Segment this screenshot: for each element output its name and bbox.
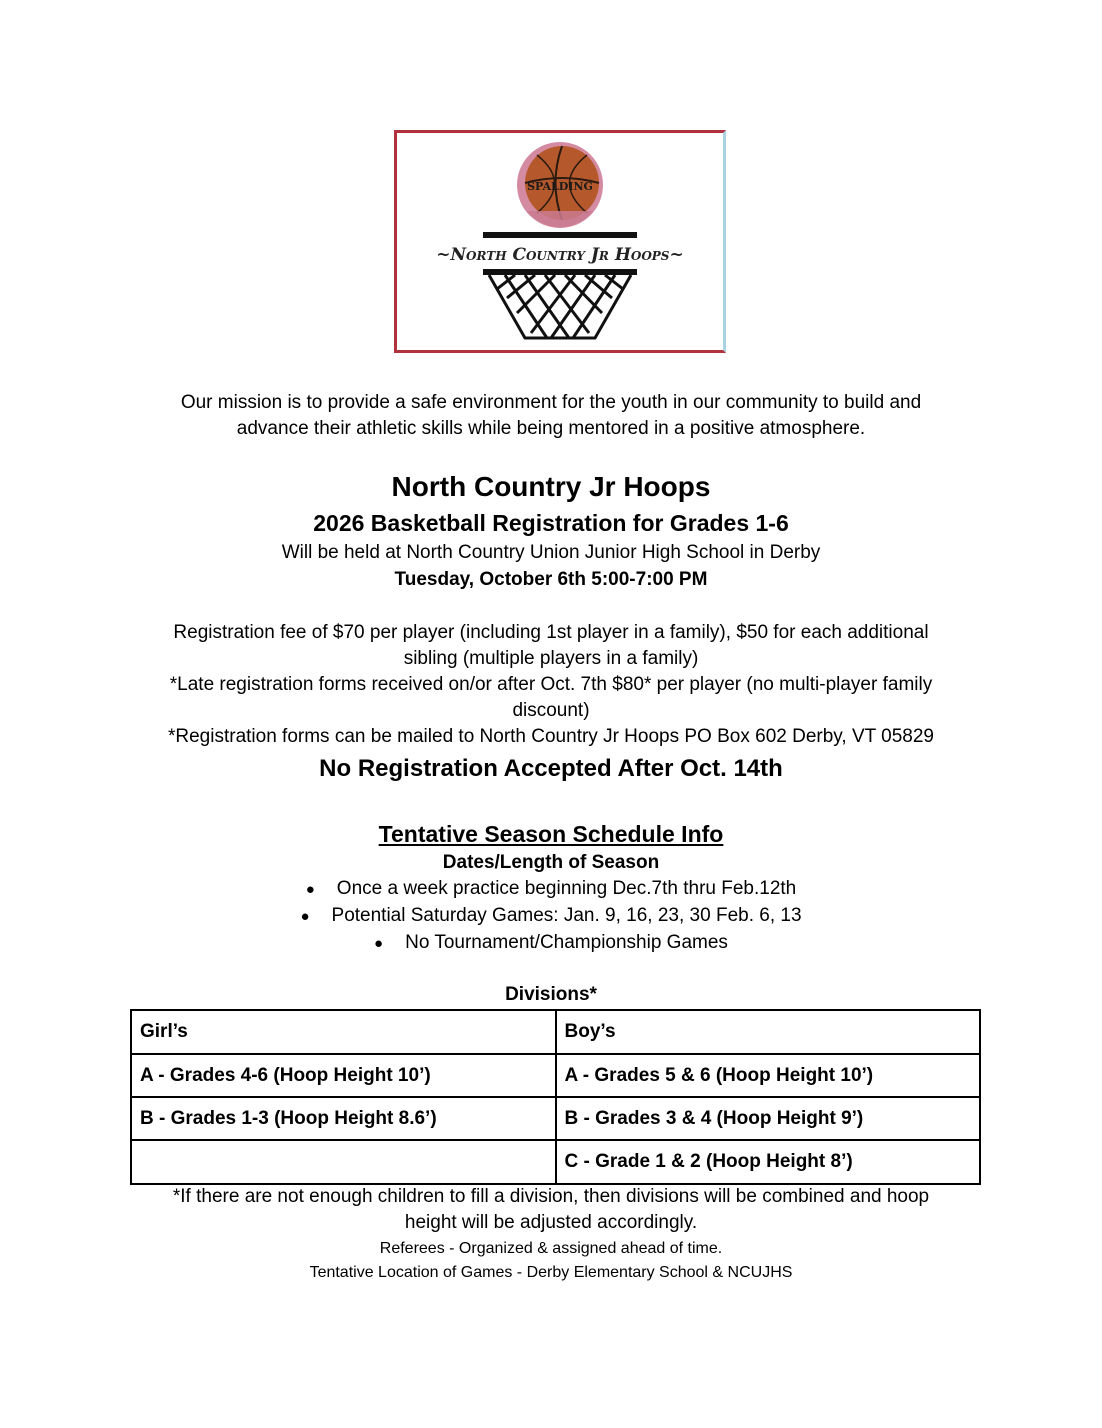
logo-banner-text: ~North Country Jr Hoops~: [436, 245, 684, 265]
games-location-note: Tentative Location of Games - Derby Elementary School & NCUJHS: [309, 1264, 793, 1281]
schedule-title: Tentative Season Schedule Info: [378, 821, 724, 847]
list-item: ● Once a week practice beginning Dec.7th thru Feb.12th: [0, 876, 1102, 903]
table-cell: C - Grade 1 & 2 (Hoop Height 8’): [556, 1140, 981, 1184]
mission-line: advance their athletic skills while being mentored in a positive atmosphere.: [236, 418, 866, 439]
mission-statement: [0, 390, 1102, 442]
table-cell: B - Grades 3 & 4 (Hoop Height 9’): [556, 1097, 981, 1140]
ball-brand-text: SPALDING: [527, 180, 593, 193]
bullet-icon: ●: [300, 908, 310, 925]
fee-line: Registration fee of $70 per player (including 1st player in a family), $50 for each additional: [173, 622, 929, 643]
event-datetime: Tuesday, October 6th 5:00-7:00 PM: [394, 569, 708, 590]
divisions-table: [130, 1009, 981, 1185]
table-header-cell: Boy’s: [556, 1010, 981, 1054]
table-header-cell: Girl’s: [131, 1010, 556, 1054]
page-title: North Country Jr Hoops: [391, 471, 711, 502]
bullet-icon: ●: [305, 881, 315, 898]
hoop-net-icon: [483, 269, 637, 338]
fee-line: *Registration forms can be mailed to North Country Jr Hoops PO Box 602 Derby, VT 05829: [168, 726, 934, 747]
table-header-row: [131, 1010, 980, 1054]
table-cell: B - Grades 1-3 (Hoop Height 8.6’): [131, 1097, 556, 1140]
table-cell: A - Grades 4-6 (Hoop Height 10’): [131, 1054, 556, 1097]
table-row: [131, 1097, 980, 1140]
logo-graphic: [397, 133, 723, 350]
mission-line: Our mission is to provide a safe environment for the youth in our community to build and: [180, 392, 922, 413]
schedule-list: [0, 876, 1102, 957]
table-cell: [131, 1140, 556, 1184]
referees-note: Referees - Organized & assigned ahead of time.: [379, 1240, 723, 1257]
list-item: ● Potential Saturday Games: Jan. 9, 16, 23, 30 Feb. 6, 13: [0, 903, 1102, 930]
fee-line: *Late registration forms received on/or after Oct. 7th $80* per player (no multi-player family: [169, 674, 933, 695]
bullet-icon: ●: [374, 935, 384, 952]
registration-deadline: No Registration Accepted After Oct. 14th: [319, 755, 783, 782]
list-item: ● No Tournament/Championship Games: [0, 930, 1102, 957]
logo: [394, 130, 726, 353]
schedule-subtitle: Dates/Length of Season: [442, 852, 660, 873]
division-note: [0, 1184, 1102, 1236]
backboard-bar: [483, 232, 637, 238]
page-subtitle: 2026 Basketball Registration for Grades 1-6: [313, 510, 789, 536]
fee-line: discount): [512, 700, 590, 721]
divisions-title: Divisions*: [505, 984, 597, 1005]
table-cell: A - Grades 5 & 6 (Hoop Height 10’): [556, 1054, 981, 1097]
table-row: [131, 1140, 980, 1184]
fee-line: sibling (multiple players in a family): [403, 648, 699, 669]
event-location: Will be held at North Country Union Junior High School in Derby: [281, 542, 821, 563]
basketball-icon: [517, 142, 607, 231]
fees-block: [0, 620, 1102, 750]
note-line: height will be adjusted accordingly.: [404, 1212, 698, 1233]
note-line: *If there are not enough children to fill a division, then divisions will be combined and hoop: [172, 1186, 930, 1207]
table-row: [131, 1054, 980, 1097]
